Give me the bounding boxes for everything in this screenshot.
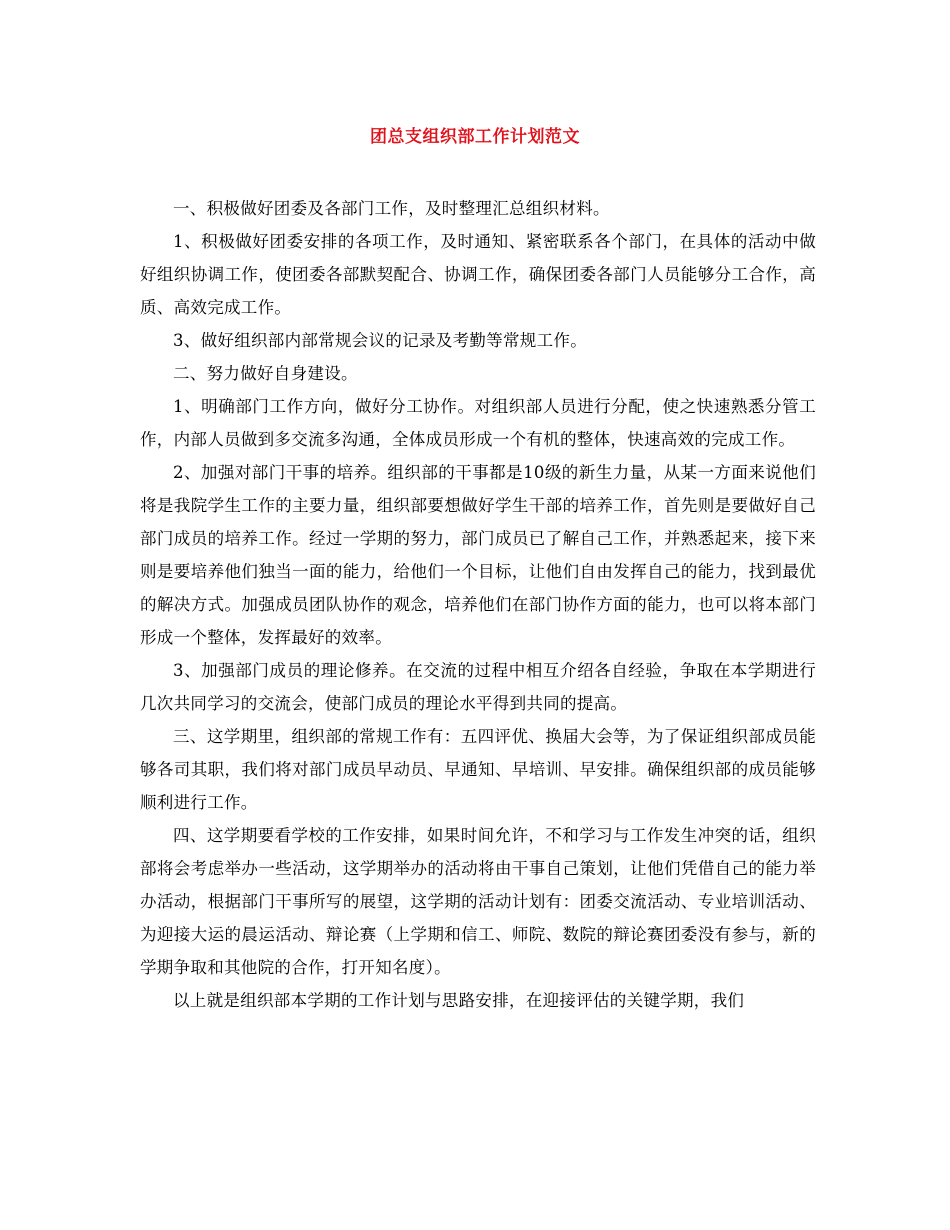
paragraph: 二、努力做好自身建设。: [173, 364, 358, 383]
document-body: [140, 192, 816, 1017]
paragraph: 3、加强部门成员的理论修养。在交流的过程中相互介绍各自经验，争取在本学期进行几次共同学习的交流会，使部门成员的理论水平得到共同的提高。: [140, 661, 816, 713]
paragraph: 四、这学期要看学校的工作安排，如果时间允许，不和学习与工作发生冲突的话，组织部将会考虑举办一些活动，这学期举办的活动将由干事自己策划，让他们凭借自己的能力举办活动，根据部门干事所写的展望，这学期的活动计划有：团委交流活动、专业培训活动、为迎接大运的晨运活动、辩论赛（上学期和信工、师院、数院的辩论赛团委没有参与，新的学期争取和其他院的合作，打开知名度）。: [140, 826, 816, 977]
document-title: 团总支组织部工作计划范文: [370, 127, 580, 147]
paragraph: 一、积极做好团委及各部门工作，及时整理汇总组织材料。: [173, 199, 610, 218]
paragraph: 2、加强对部门干事的培养。组织部的干事都是10级的新生力量，从某一方面来说他们将是我院学生工作的主要力量，组织部要想做好学生干部的培养工作，首先则是要做好自己部门成员的培养工作。经过一学期的努力，部门成员已了解自己工作，并熟悉起来，接下来则是要培养他们独当一面的能力，给他们一个目标，让他们自由发挥自己的能力，找到最优的解决方式。加强成员团队协作的观念，培养他们在部门协作方面的能力，也可以将本部门形成一个整体，发挥最好的效率。: [140, 463, 816, 647]
paragraph: 1、积极做好团委安排的各项工作，及时通知、紧密联系各个部门，在具体的活动中做好组织协调工作，使团委各部默契配合、协调工作，确保团委各部门人员能够分工合作，高质、高效完成工作。: [140, 232, 816, 317]
paragraph: 三、这学期里，组织部的常规工作有：五四评优、换届大会等，为了保证组织部成员能够各司其职，我们将对部门成员早动员、早通知、早培训、早安排。确保组织部的成员能够顺利进行工作。: [140, 727, 816, 812]
paragraph: 以上就是组织部本学期的工作计划与思路安排，在迎接评估的关键学期，我们: [173, 991, 745, 1010]
paragraph: 3、做好组织部内部常规会议的记录及考勤等常规工作。: [173, 331, 587, 350]
paragraph: 1、明确部门工作方向，做好分工协作。对组织部人员进行分配，使之快速熟悉分管工作，内部人员做到多交流多沟通，全体成员形成一个有机的整体，快速高效的完成工作。: [140, 397, 816, 449]
